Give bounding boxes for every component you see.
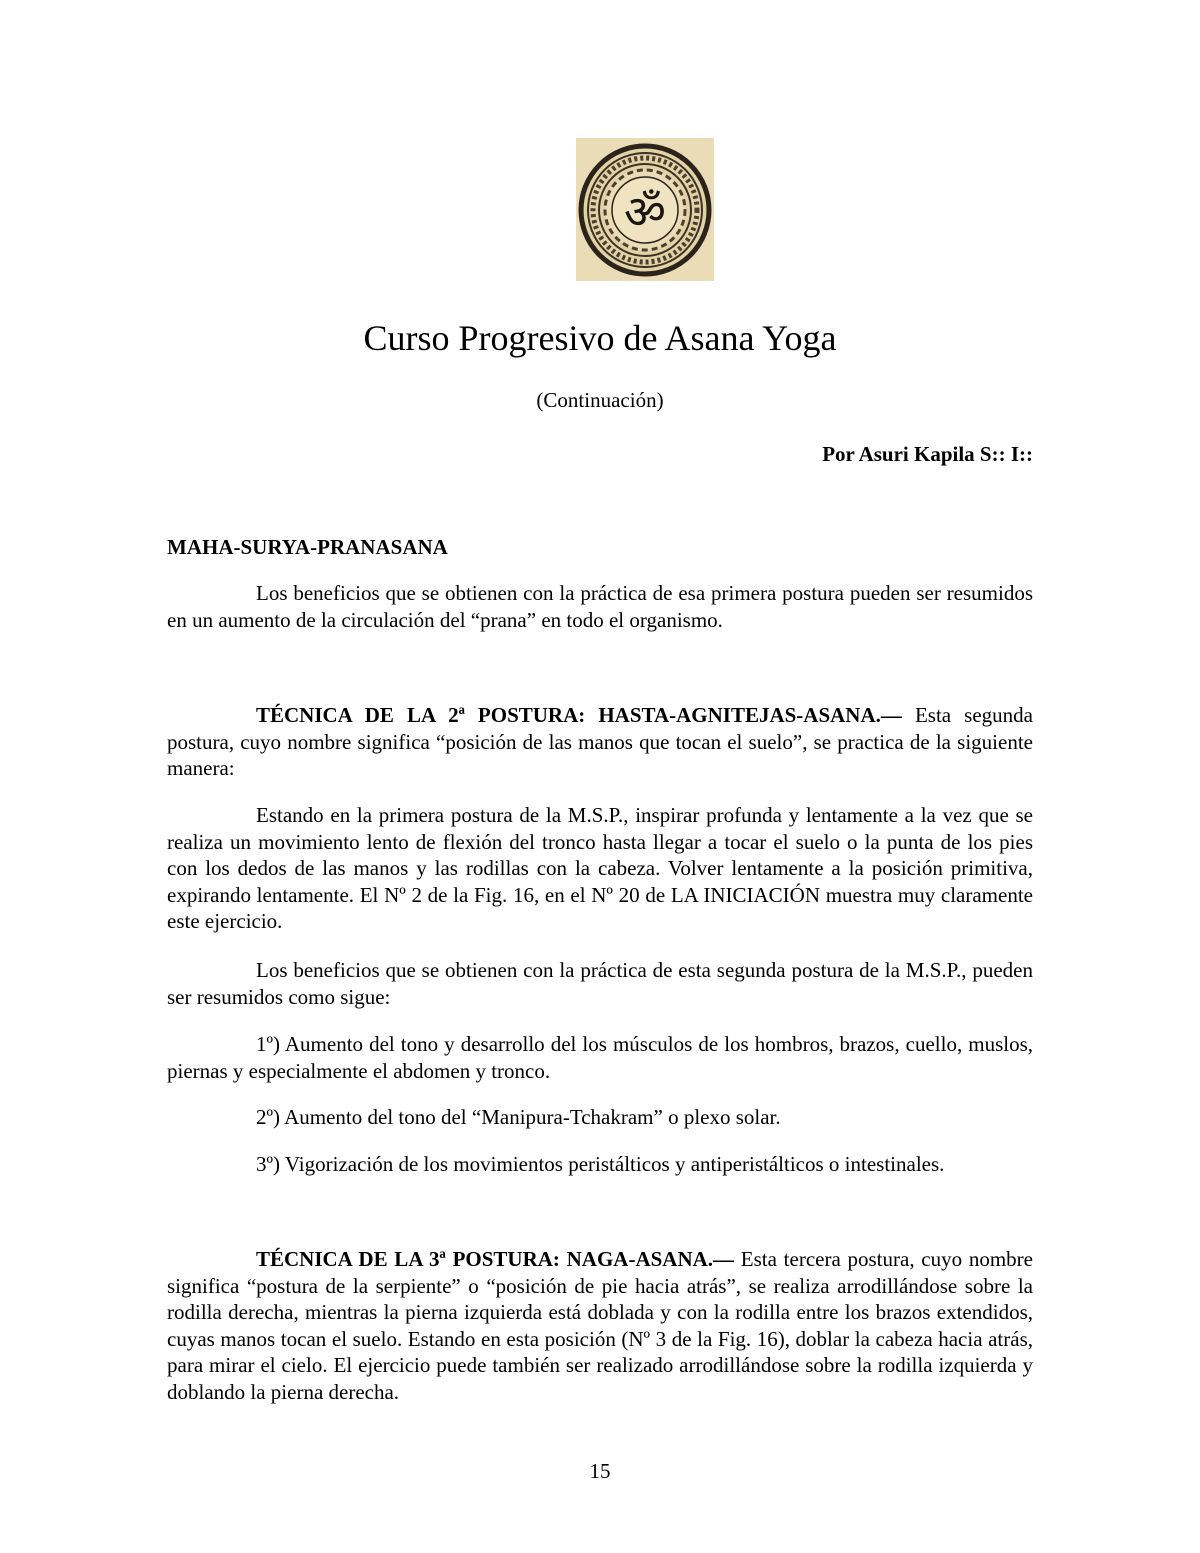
list-item-text: 2º) Aumento del tono del “Manipura-Tchakram” o plexo solar.: [256, 1105, 781, 1129]
technique-heading: TÉCNICA DE LA 2ª POSTURA: HASTA-AGNITEJAS-ASANA.—: [256, 703, 902, 727]
technique-heading: TÉCNICA DE LA 3ª POSTURA: NAGA-ASANA.—: [256, 1247, 735, 1271]
paragraph-text: Los beneficios que se obtienen con la práctica de esa primera postura pueden ser resumidos en un aumento de la circulación del “prana” en todo el organismo.: [167, 581, 1033, 632]
paragraph: [167, 802, 1033, 935]
om-seal-icon: [576, 138, 714, 281]
list-item: [167, 1104, 1033, 1131]
paragraph-text: Los beneficios que se obtienen con la práctica de esta segunda postura de la M.S.P., pueden ser resumidos como sigue:: [167, 958, 1033, 1009]
section-heading: [167, 534, 1033, 561]
list-item: [167, 1031, 1033, 1084]
list-item: [167, 1151, 1033, 1178]
paragraph-technique-3: [167, 1246, 1033, 1405]
page-number: 15: [589, 1459, 611, 1483]
paragraph-technique-2: [167, 702, 1033, 782]
author-byline: Por Asuri Kapila S:: I::: [822, 442, 1033, 466]
paragraph: [167, 957, 1033, 1010]
document-subtitle: (Continuación): [536, 388, 664, 412]
paragraph-text: Esta tercera postura, cuyo nombre significa “postura de la serpiente” o “posición de pie hacia atrás”, se realiza arrodillándose sobre la rodilla derecha, mientras la pierna izquierda está doblada y con la rodilla entre los brazos extendidos, cuyas manos tocan el suelo. Estando en esta posición (Nº 3 de la Fig. 16), doblar la cabeza hacia atrás, para mirar el cielo. El ejercicio puede también ser realizado arrodillándose sobre la rodilla izquierda y doblando la pierna derecha.: [167, 1247, 1033, 1404]
section-heading-text: MAHA-SURYA-PRANASANA: [167, 535, 448, 559]
paragraph-text: Estando en la primera postura de la M.S.P., inspirar profunda y lentamente a la vez que se realiza un movimiento lento de flexión del tronco hasta llegar a tocar el suelo o la punta de los pies con los dedos de las manos y las rodillas con la cabeza. Volver lentamente a la posición primitiva, expirando lentamente. El Nº 2 de la Fig. 16, en el Nº 20 de LA INICIACIÓN muestra muy claramente este ejercicio.: [167, 803, 1033, 933]
list-item-text: 3º) Vigorización de los movimientos peristálticos y antiperistálticos o intestinales.: [256, 1152, 945, 1176]
paragraph-text: Esta segunda postura, cuyo nombre significa “posición de las manos que tocan el suelo”, se practica de la siguiente manera:: [167, 703, 1033, 780]
svg-text:ॐ: ॐ: [624, 185, 666, 239]
list-item-text: 1º) Aumento del tono y desarrollo del los músculos de los hombros, brazos, cuello, muslos, piernas y especialmente el abdomen y tronco.: [167, 1032, 1033, 1083]
paragraph: [167, 580, 1033, 633]
document-title: Curso Progresivo de Asana Yoga: [363, 318, 837, 358]
